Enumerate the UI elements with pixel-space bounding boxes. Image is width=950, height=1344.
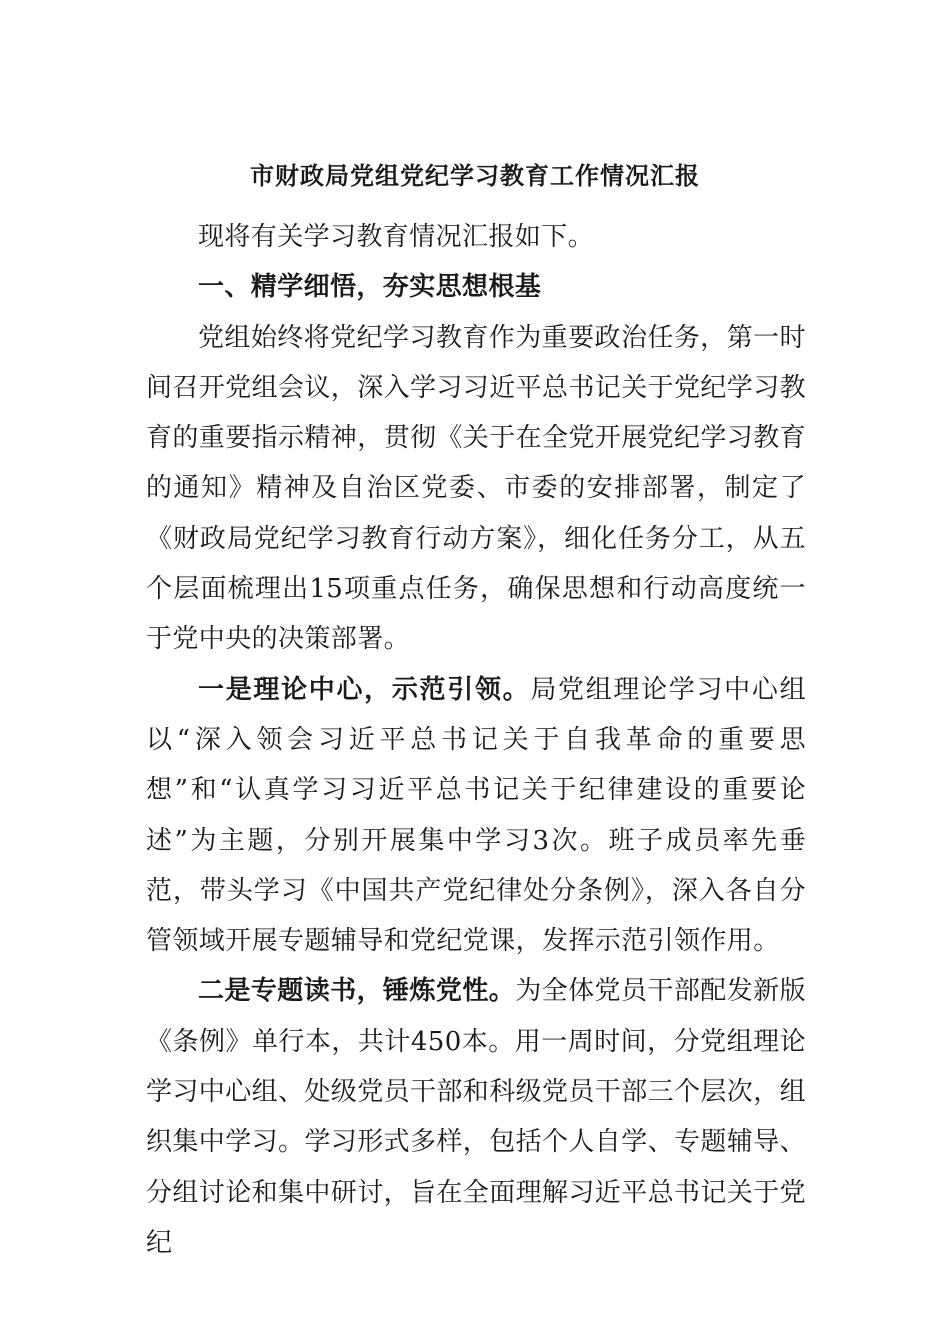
section-heading: 一、精学细悟，夯实思想根基 xyxy=(198,272,542,303)
item-one-text: 局党组理论学习中心组以“深入领会习近平总书记关于自我革命的重要思想”和“认真学习习近平总书记关于纪律建设的重要论述”为主题，分别开展集中学习3次。班子成员率先垂范，带头学习《中国共产党纪律处分条例》，深入各自分管领域开展专题辅导和党纪党课，发挥示范引领作用。 xyxy=(146,674,806,957)
item-one-paragraph xyxy=(146,665,806,967)
document-title: 市财政局党组党纪学习教育工作情况汇报 xyxy=(250,161,700,190)
document-body xyxy=(146,212,806,1268)
intro-paragraph: 现将有关学习教育情况汇报如下。 xyxy=(198,222,595,252)
section-paragraph: 党组始终将党纪学习教育作为重要政治任务，第一时间召开党组会议，深入学习习近平总书记关于党纪学习教育的重要指示精神，贯彻《关于在全党开展党纪学习教育的通知》精神及自治区党委、市委的安排部署，制定了《财政局党纪学习教育行动方案》，细化任务分工，从五个层面梳理出15项重点任务，确保思想和行动高度统一于党中央的决策部署。 xyxy=(146,322,807,655)
item-two-paragraph xyxy=(146,966,806,1268)
item-two-text: 为全体党员干部配发新版《条例》单行本，共计450本。用一周时间，分党组理论学习中心组、处级党员干部和科级党员干部三个层次，组织集中学习。学习形式多样，包括个人自学、专题辅导、分组讨论和集中研讨，旨在全面理解习近平总书记关于党纪 xyxy=(146,976,807,1258)
item-one-lead: 一是理论中心，示范引领。 xyxy=(198,674,531,705)
item-two-lead: 二是专题读书，锤炼党性。 xyxy=(198,976,516,1007)
